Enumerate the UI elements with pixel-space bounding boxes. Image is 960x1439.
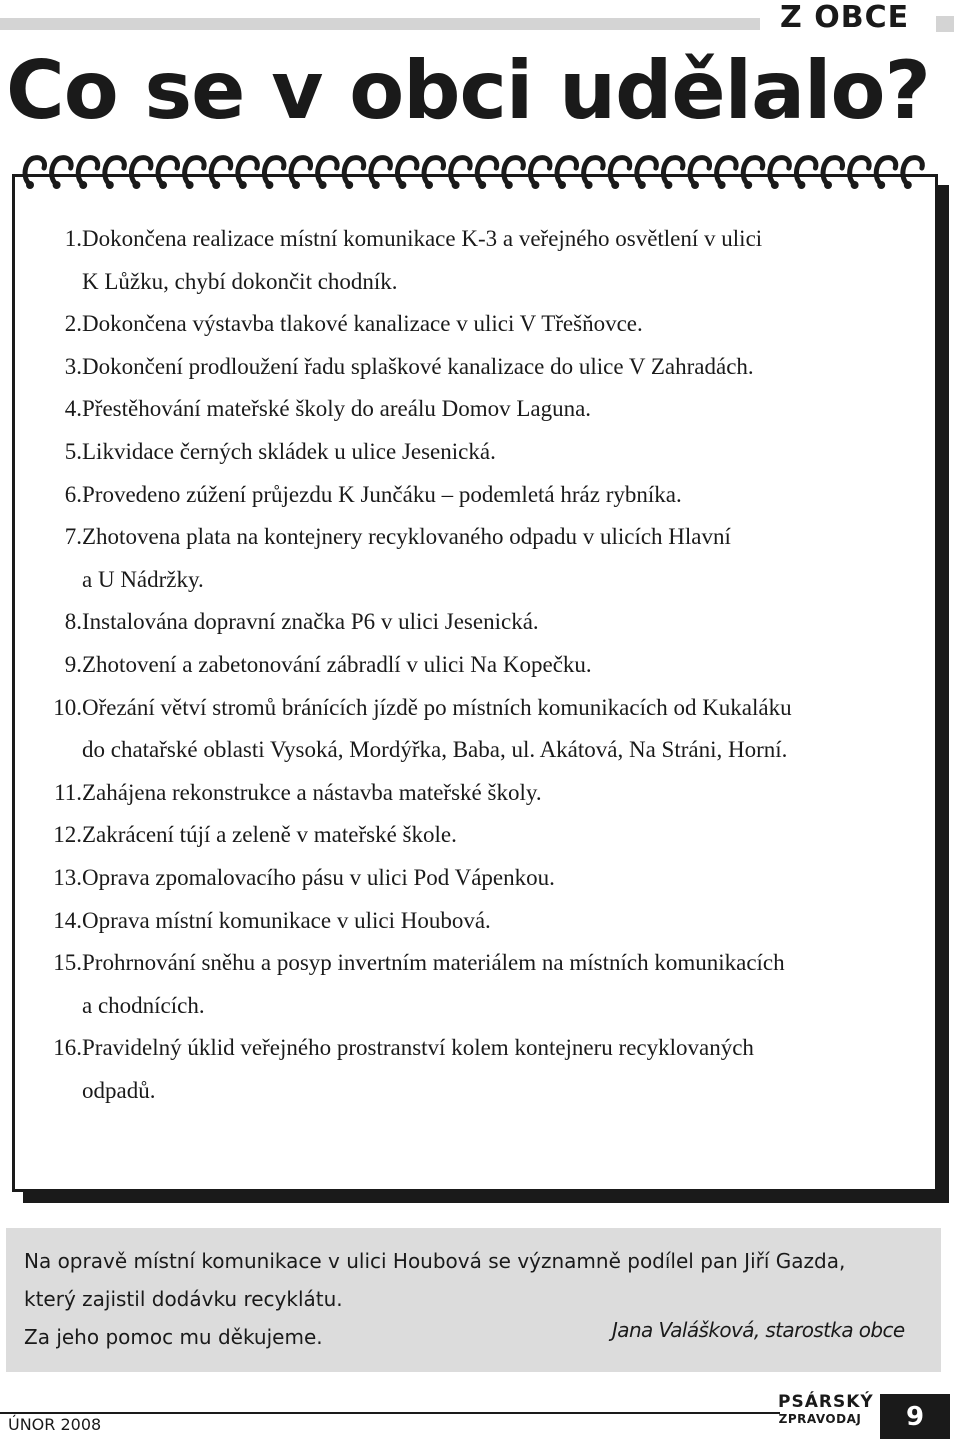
spiral-ring [584,158,603,184]
list-item-line: Zhotovení a zabetonování zábradlí v ulici Na Kopečku. [82,651,592,677]
spiral-ring [504,158,523,184]
list-item [40,814,920,857]
section-label: Z OBCE [780,0,910,35]
list-item-text [82,388,920,431]
list-item-line: Oprava místní komunikace v ulici Houbová. [82,907,491,933]
spiral-ring [185,158,204,184]
spiral-hole [638,181,646,189]
spiral-ring [690,158,709,184]
spiral-ring [238,158,257,184]
spiral-hole [265,181,273,189]
spiral-ring [25,158,44,184]
list-item [40,303,920,346]
list-item-number: 6. [64,481,82,507]
spiral-hole [132,181,140,189]
list-item-text [82,431,920,474]
section-marker [936,16,954,32]
thanks-note-line: Za jeho pomoc mu děkujeme. [24,1325,323,1349]
spiral-hole [531,181,539,189]
newsletter-brand [778,1392,874,1426]
list-item-line: Zhotovena plata na kontejnery recyklovaného odpadu v ulicích Hlavní [82,524,731,550]
spiral-hole [53,181,61,189]
spiral-hole [106,181,114,189]
spiral-ring [318,158,337,184]
spiral-ring [770,158,789,184]
list-item-number: 9. [64,651,82,677]
spiral-ring [637,158,656,184]
spiral-hole [558,181,566,189]
spiral-hole [478,181,486,189]
list-item-line: odpadů. [82,1077,156,1103]
list-item-line: Prohrnování sněhu a posyp invertním materiálem na místních komunikacích [82,950,785,976]
spiral-ring [717,158,736,184]
list-item-line: Pravidelný úklid veřejného prostranství kolem kontejneru recyklovaných [82,1035,754,1061]
list-item-number: 16. [53,1035,82,1061]
list-item [40,516,920,601]
spiral-ring [344,158,363,184]
spiral-binding [0,140,960,200]
spiral-ring [903,158,922,184]
list-item [40,900,920,943]
spiral-ring [264,158,283,184]
spiral-hole [904,181,912,189]
list-item-number: 10. [53,694,82,720]
page-number: 9 [880,1394,950,1439]
brand-line-2: ZPRAVODAJ [778,1412,862,1426]
list-item-line: Likvidace černých skládek u ulice Jesenická. [82,438,496,464]
list-item-number: 4. [64,396,82,422]
list-item-text [82,516,920,601]
spiral-ring [424,158,443,184]
spiral-ring [530,158,549,184]
work-list [40,218,920,1112]
list-item-number: 15. [53,950,82,976]
spiral-hole [718,181,726,189]
spiral-hole [186,181,194,189]
list-item [40,772,920,815]
spiral-ring [850,158,869,184]
list-item [40,1027,920,1112]
list-item-line: Zakrácení tújí a zeleně v mateřské škole. [82,822,457,848]
list-item-text [82,1027,920,1112]
list-item-text [82,218,920,303]
list-item [40,346,920,389]
spiral-hole [824,181,832,189]
spiral-ring [477,158,496,184]
list-item-line: Zahájena rekonstrukce a nástavba mateřské školy. [82,779,542,805]
list-item-text [82,814,920,857]
spiral-ring [557,158,576,184]
list-item-line: Dokončení prodloužení řadu splaškové kanalizace do ulice V Zahradách. [82,353,754,379]
list-item-text [82,303,920,346]
list-item-line: Ořezání větví stromů bránících jízdě po místních komunikacích od Kukaláku [82,694,792,720]
spiral-ring [451,158,470,184]
list-item-line: a chodnících. [82,992,205,1018]
spiral-ring [610,158,629,184]
page-title: Co se v obci udělalo? [6,44,930,137]
list-item-text [82,644,920,687]
list-item-number: 1. [64,226,82,251]
list-item-line: Přestěhování mateřské školy do areálu Domov Laguna. [82,396,592,422]
spiral-hole [239,181,247,189]
spiral-hole [159,181,167,189]
list-item-number: 2. [64,311,82,337]
spiral-hole [398,181,406,189]
list-item-line: Provedeno zúžení průjezdu K Junčáku – podemletá hráz rybníka. [82,481,682,507]
list-item-line: Dokončena realizace místní komunikace K-3 a veřejného osvětlení v ulici [82,226,763,251]
list-item [40,857,920,900]
list-item-number: 11. [54,779,82,805]
list-item [40,942,920,1027]
footer-rule [0,1412,780,1414]
spiral-hole [79,181,87,189]
spiral-ring [105,158,124,184]
spiral-hole [877,181,885,189]
list-item-text [82,900,920,943]
signature: Jana Valášková, starostka obce [612,1318,905,1342]
list-item-text [82,942,920,1027]
spiral-hole [505,181,513,189]
section-bar [0,18,760,30]
issue-date: ÚNOR 2008 [8,1415,102,1434]
spiral-ring [876,158,895,184]
thanks-note-line: Na opravě místní komunikace v ulici Houbová se významně podílel pan Jiří Gazda, [24,1249,846,1273]
list-item-number: 3. [64,353,82,379]
spiral-ring [158,158,177,184]
spiral-ring [371,158,390,184]
list-item-text [82,687,920,772]
spiral-hole [771,181,779,189]
list-item-number: 8. [64,609,82,635]
list-item [40,687,920,772]
list-item-number: 14. [53,907,82,933]
spiral-hole [425,181,433,189]
list-item-line: Dokončena výstavba tlakové kanalizace v ulici V Třešňovce. [82,311,643,337]
list-item-number: 7. [64,524,82,550]
spiral-ring [291,158,310,184]
list-item [40,644,920,687]
list-item-number: 13. [53,864,82,890]
list-item-text [82,601,920,644]
list-item [40,218,920,303]
spiral-ring [78,158,97,184]
list-item-line: Oprava zpomalovacího pásu v ulici Pod Vápenkou. [82,864,555,890]
spiral-ring [743,158,762,184]
spiral-hole [372,181,380,189]
spiral-ring [211,158,230,184]
spiral-hole [452,181,460,189]
spiral-hole [26,181,34,189]
spiral-ring [131,158,150,184]
spiral-hole [611,181,619,189]
spiral-hole [744,181,752,189]
spiral-hole [851,181,859,189]
spiral-hole [319,181,327,189]
list-item-line: a U Nádržky. [82,566,204,592]
spiral-hole [691,181,699,189]
spiral-ring [796,158,815,184]
spiral-hole [345,181,353,189]
list-item-line: Instalována dopravní značka P6 v ulici Jesenická. [82,609,539,635]
spiral-hole [797,181,805,189]
list-item-text [82,857,920,900]
list-item [40,474,920,517]
list-item-text [82,474,920,517]
thanks-note-line: který zajistil dodávku recyklátu. [24,1287,343,1311]
list-item [40,601,920,644]
spiral-hole [585,181,593,189]
spiral-ring [52,158,71,184]
spiral-ring [823,158,842,184]
list-item-number: 5. [64,438,82,464]
list-item-line: do chatařské oblasti Vysoká, Mordýřka, Baba, ul. Akátová, Na Stráni, Horní. [82,737,788,763]
brand-line-1: PSÁRSKÝ [778,1392,874,1412]
list-item-number: 12. [53,822,82,848]
list-item [40,388,920,431]
list-item [40,431,920,474]
spiral-hole [212,181,220,189]
list-item-text [82,346,920,389]
spiral-hole [664,181,672,189]
list-item-line: K Lůžku, chybí dokončit chodník. [82,268,398,294]
list-item-text [82,772,920,815]
spiral-ring [397,158,416,184]
spiral-hole [292,181,300,189]
spiral-ring [663,158,682,184]
